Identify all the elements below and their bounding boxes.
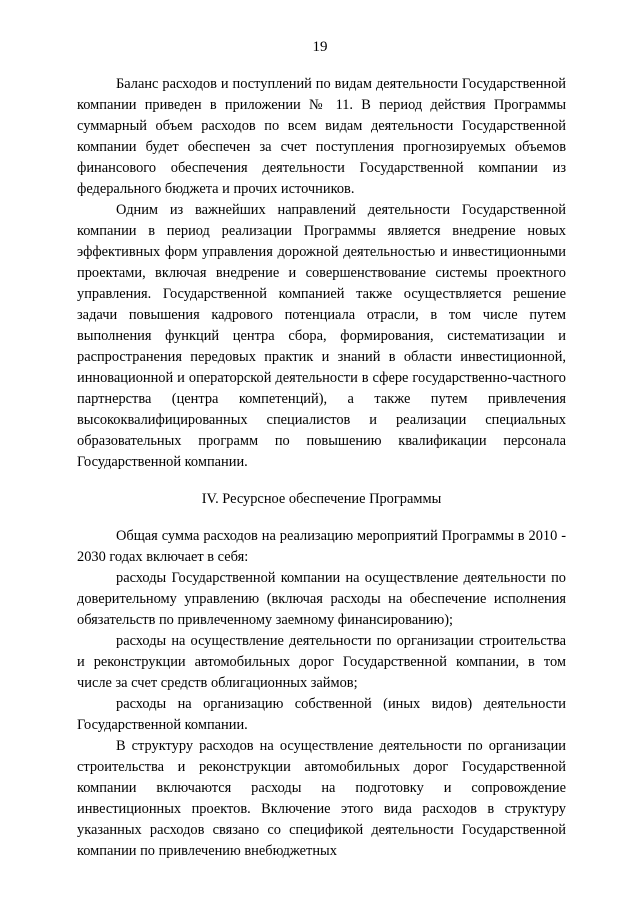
page-number: 19	[312, 39, 328, 55]
paragraph-trust-management-expenses: расходы Государственной компании на осуществление деятельности по доверительному управлению (включая расходы на обеспечение исполнения обязательств по привлеченному заемному финансированию);	[77, 570, 566, 628]
paragraph-management-forms: Одним из важнейших направлений деятельности Государственной компании в период реализации Программы является внедрение новых эффективных форм управления дорожной деятельностью и инвестиционными проектами, включая внедрение и совершенствование системы проектного управления. Государственной компанией также осуществляется решение задачи повышения кадрового потенциала отрасли, в том числе путем выполнения функций центра сбора, формирования, систематизации и распространения передовых практик и знаний в области инвестиционной, инновационной и операторской деятельности в сфере государственно-частного партнерства (центра компетенций), а также путем привлечения высококвалифицированных специалистов и реализации специальных образовательных программ по повышению квалификации персонала Государственной компании.	[77, 202, 566, 470]
paragraph-construction-expenses: расходы на осуществление деятельности по организации строительства и реконструкции автомобильных дорог Государственной компании, в том числе за счет средств облигационных займов;	[77, 633, 566, 691]
paragraph-expense-structure: В структуру расходов на осуществление деятельности по организации строительства и реконструкции автомобильных дорог Государственной компании включаются расходы на подготовку и сопровождение инвестиционных проектов. Включение этого вида расходов в структуру указанных расходов связано со спецификой деятельности Государственной компании по привлечению внебюджетных	[77, 738, 566, 859]
paragraph-own-activity-expenses: расходы на организацию собственной (иных видов) деятельности Государственной компании.	[77, 696, 566, 733]
paragraph-total-expenses: Общая сумма расходов на реализацию мероприятий Программы в 2010 - 2030 годах включает в себя:	[77, 528, 566, 565]
section-heading: IV. Ресурсное обеспечение Программы	[201, 491, 442, 507]
spacer	[77, 510, 566, 526]
spacer	[77, 473, 566, 489]
document-body	[77, 74, 566, 862]
paragraph-expense-balance: Баланс расходов и поступлений по видам деятельноcти Государственной компании приведен в приложении № 11. В период действия Программы суммарный объем расходов по всем видам деятельности Государственной компании будет обеспечен за счет поступления прогнозируемых объемов финансового обеспечения деятельности Государственной компании из федерального бюджета и прочих источников.	[77, 76, 566, 197]
